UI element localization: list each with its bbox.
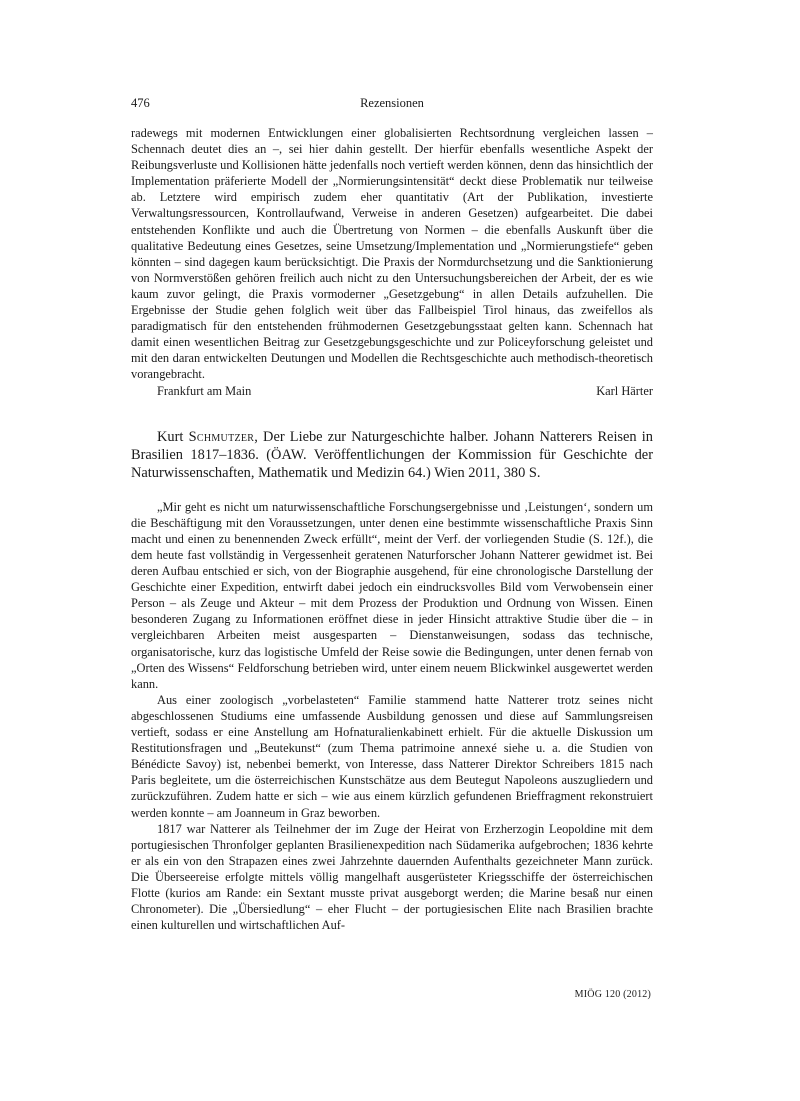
page-number: 476 <box>131 96 150 110</box>
review-author-last: Schmutzer <box>188 428 255 445</box>
previous-review-signature <box>131 383 653 401</box>
running-head <box>131 96 653 116</box>
review-author-first: Kurt <box>157 428 184 445</box>
running-title: Rezensionen <box>360 96 424 110</box>
review-body <box>131 499 653 934</box>
review-citation: , Der Liebe zur Naturgeschichte halber. Johann Natterers Reisen in Brasilien 1817–1836. (ÖAW. Veröffentlichungen der Kommission für Geschichte der Naturwissenschaften, Mathematik und Medizin 64.) Wien 2011, 380 S. <box>131 428 653 482</box>
signature-place: Frankfurt am Main <box>157 383 252 398</box>
review-paragraph: 1817 war Natterer als Teilnehmer der im Zuge der Heirat von Erzherzogin Leopoldine mit dem portugiesischen Thronfolger geplanten Brasilienexpedition nach Südamerika aufgebrochen; 1836 kehrte er als ein von den Strapazen eines zwei Jahrzehnte dauernden Aufenthalts gezeichneter Mann zurück. Die Überseereise erfolgte mittels völlig mangelhaft ausgerüsteter Kriegsschiffe der österreichischen Flotte (kurios am Rande: ein Sextant musste privat ausgeborgt werden; die Marine besaß nur einen Chronometer). Die „Übersiedlung“ – eher Flucht – der portugiesischen Elite nach Brasilien brachte einen kulturellen und wirtschaftlichen Auf- <box>131 821 653 933</box>
journal-footer: MIÖG 120 (2012) <box>574 989 651 1000</box>
previous-review-paragraph: radewegs mit modernen Entwicklungen einer globalisierten Rechtsordnung vergleichen lassen – Schennach deutet dies an –, sei hier dahin gestellt. Der hierfür ebenfalls wesentliche Aspekt der Reibungsverluste und Kollisionen hätte jedenfalls noch vertieft werden können, denn das hinsichtlich der Implementation präferierte Modell der „Normierungsintensität“ deckt diese Problematik nur teilweise ab. Letztere wird empirisch zudem eher quantitativ (Art der Publikation, investierte Verwaltungsressourcen, Kontrollaufwand, Verweise in anderen Gesetzen) aufgearbeitet. Die dabei entstehenden Konflikte und auch die Übertretung von Normen – die ebenfalls Auskunft über die qualitative Bedeutung eines Gesetzes, seine Umsetzung/Implementation und „Normierungstiefe“ geben könnten – sind dagegen kaum berücksichtigt. Die Praxis der Normdurchsetzung und die Sanktionierung von Normverstößen gehören freilich auch nicht zu den Untersuchungsbereichen der Arbeit, der es wie kaum zuvor gelingt, die Praxis vormoderner „Gesetzgebung“ in allen Details aufzuhellen. Die Ergebnisse der Studie gehen folglich weit über das Fallbeispiel Tirol hinaus, das zweifellos als paradigmatisch für den entstehenden frühmodernen Gesetzgebungsstaat gelten kann. Schennach hat damit einen wesentlichen Beitrag zur Gesetzgebungsgeschichte und zur Policeyforschung geleistet und mit den daran entwickelten Deutungen und Modellen die Rechtsgeschichte auch methodisch-theoretisch vorangebracht. <box>131 126 653 382</box>
signature-author: Karl Härter <box>596 383 653 398</box>
page-body <box>131 96 653 933</box>
review-heading <box>131 428 653 483</box>
previous-review <box>131 125 653 401</box>
review-paragraph: Aus einer zoologisch „vorbelasteten“ Familie stammend hatte Natterer trotz seines nicht abgeschlossenen Studiums eine umfassende Ausbildung genossen und diese auf Sammlungsreisen vertieft, sodass er eine Anstellung am Hofnaturalienkabinett erhielt. Für die aktuelle Diskussion um Restitutionsfragen und „Beutekunst“ (zum Thema patrimoine annexé siehe u. a. die Studien von Bénédicte Savoy) ist, nebenbei bemerkt, von Interesse, dass Natterer Direktor Schreibers 1815 nach Paris begleitete, um die österreichischen Kunstschätze aus dem Beutegut Napoleons auszugliedern und zurückzuführen. Zudem hatte er sich – wie aus einem kürzlich gefundenen Brieffragment rekonstruiert werden konnte – am Joanneum in Graz beworben. <box>131 692 653 820</box>
review-paragraph: „Mir geht es nicht um naturwissenschaftliche Forschungsergebnisse und ‚Leistungen‘, sondern um die Beschäftigung mit den Voraussetzungen, unter denen eine bestimmte wissenschaftliche Praxis Sinn macht und einen zu benennenden Zweck erfüllt“, meint der Verf. der vorliegenden Studie (S. 12f.), die dem heute fast vollständig in Vergessenheit geratenen Naturforscher Johann Natterer gewidmet ist. Bei deren Aufbau entschied er sich, von der Biographie ausgehend, für eine chronologische Darstellung der Geschichte einer Expedition, entwirft dabei jedoch ein eindrucksvolles Bild vom Verwobensein einer Person – als Zeuge und Akteur – mit dem Prozess der Produktion und Ordnung von Wissen. Einen besonderen Zugang zu Informationen eröffnet diese in jeder Hinsicht attraktive Studie über die – in vergleichbaren Arbeiten meist ausgesparten – Dienstanweisungen, sodass das technische, organisatorische, kurz das logistische Umfeld der Reise sowie die Bedingungen, unter denen fernab von „Orten des Wissens“ Feldforschung betrieben wird, unter einem neuem Blickwinkel ausgewertet werden kann. <box>131 499 653 691</box>
